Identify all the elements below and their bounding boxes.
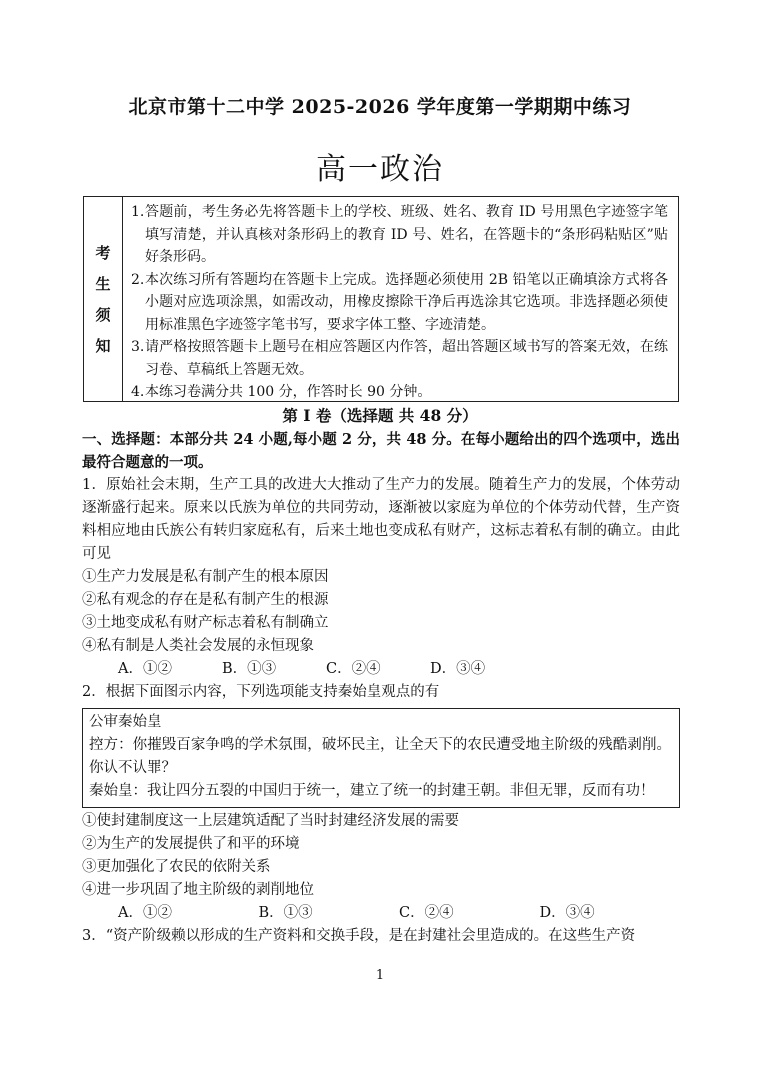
statement: ①使封建制度这一上层建筑适配了当时封建经济发展的需要 [82, 813, 459, 829]
notice-item [131, 381, 668, 404]
statement: ①生产力发展是私有制产生的根本原因 [82, 569, 329, 585]
section-heading: 第 I 卷（选择题 共 48 分） [282, 406, 478, 425]
option-c: C．②④ [399, 905, 454, 921]
statement: ③更加强化了农民的依附关系 [82, 859, 271, 875]
notice-label-char: 考 [95, 244, 111, 262]
notice-item [131, 201, 668, 269]
option-a: A．①② [118, 661, 172, 677]
notice-item-number: 1. [131, 204, 145, 220]
statement: ④私有制是人类社会发展的永恒现象 [82, 638, 314, 654]
question-stem: 2．根据下面图示内容，下列选项能支持秦始皇观点的有 [82, 684, 440, 700]
notice-label-char: 生 [95, 275, 111, 293]
notice-label-char: 知 [95, 337, 111, 355]
quote-box [82, 708, 680, 808]
notice-item [131, 336, 668, 381]
option-d: D．③④ [430, 661, 486, 677]
notice-item-number: 3. [131, 339, 145, 355]
page-number: 1 [375, 968, 385, 983]
notice-item-text: 请严格按照答题卡上题号在相应答题区内作答，超出答题区域书写的答案无效，在练习卷、草稿纸上答题无效。 [145, 339, 668, 378]
notice-item-text: 答题前，考生务必先将答题卡上的学校、班级、姓名、教育 ID 号用黑色字迹签字笔填写清楚，并认真核对条形码上的教育 ID 号、姓名，在答题卡的“条形码粘贴区”贴好条形码。 [145, 204, 668, 265]
questions-area [82, 428, 680, 948]
option-a: A．①② [118, 905, 172, 921]
statement: ④进一步巩固了地主阶级的剥削地位 [82, 882, 314, 898]
option-b: B．①③ [222, 661, 277, 677]
option-b: B．①③ [258, 905, 313, 921]
notice-item-text: 本次练习所有答题均在答题卡上完成。选择题必须使用 2B 铅笔以正确填涂方式将各小题对应选项涂黑，如需改动，用橡皮擦除干净后再选涂其它选项。非选择题必须使用标准黑色字迹签字笔书写，要求字体工整、字迹清楚。 [145, 271, 668, 333]
statement: ②为生产的发展提供了和平的环境 [82, 836, 300, 852]
question-stem: 1．原始社会末期，生产工具的改进大大推动了生产力的发展。随着生产力的发展，个体劳动逐渐盛行起来。原来以氏族为单位的共同劳动，逐渐被以家庭为单位的个体劳动代替，生产资料相应地由氏族公有转归家庭私有，后来土地也变成私有财产，这标志着私有制的确立。由此可见 [82, 477, 680, 562]
notice-label [84, 197, 123, 401]
candidate-notice-box [83, 196, 679, 402]
notice-label-char: 须 [95, 306, 111, 324]
quote-line: 秦始皇：我让四分五裂的中国归于统一，建立了统一的封建王朝。非但无罪，反而有功！ [89, 783, 655, 799]
notice-item [131, 269, 668, 337]
notice-body [123, 197, 678, 401]
question-3 [82, 925, 680, 948]
exam-title: 北京市第十二中学 2025-2026 学年度第一学期期中练习 [128, 96, 632, 118]
notice-item-number: 4. [131, 384, 145, 400]
subject-title: 高一政治 [316, 152, 444, 187]
question-2 [82, 681, 680, 925]
question-stem: 3．“资产阶级赖以形成的生产资料和交换手段，是在封建社会里造成的。在这些生产资 [82, 928, 636, 944]
statement: ②私有观念的存在是私有制产生的根源 [82, 592, 329, 608]
section-instruction: 一、选择题：本部分共 24 小题,每小题 2 分，共 48 分。在每小题给出的四个选项中，选出最符合题意的一项。 [82, 431, 680, 471]
option-c: C．②④ [326, 661, 381, 677]
quote-line: 控方：你摧毁百家争鸣的学术氛围，破坏民主，让全天下的农民遭受地主阶级的残酷剥削。你认不认罪？ [89, 737, 671, 776]
notice-item-number: 2. [131, 271, 145, 288]
question-1 [82, 474, 680, 681]
quote-title: 公审秦始皇 [89, 714, 162, 730]
option-d: D．③④ [539, 905, 595, 921]
answer-options [82, 902, 680, 925]
answer-options [82, 658, 680, 681]
statement: ③土地变成私有财产标志着私有制确立 [82, 615, 329, 631]
notice-item-text: 本练习卷满分共 100 分，作答时长 90 分钟。 [145, 384, 432, 400]
